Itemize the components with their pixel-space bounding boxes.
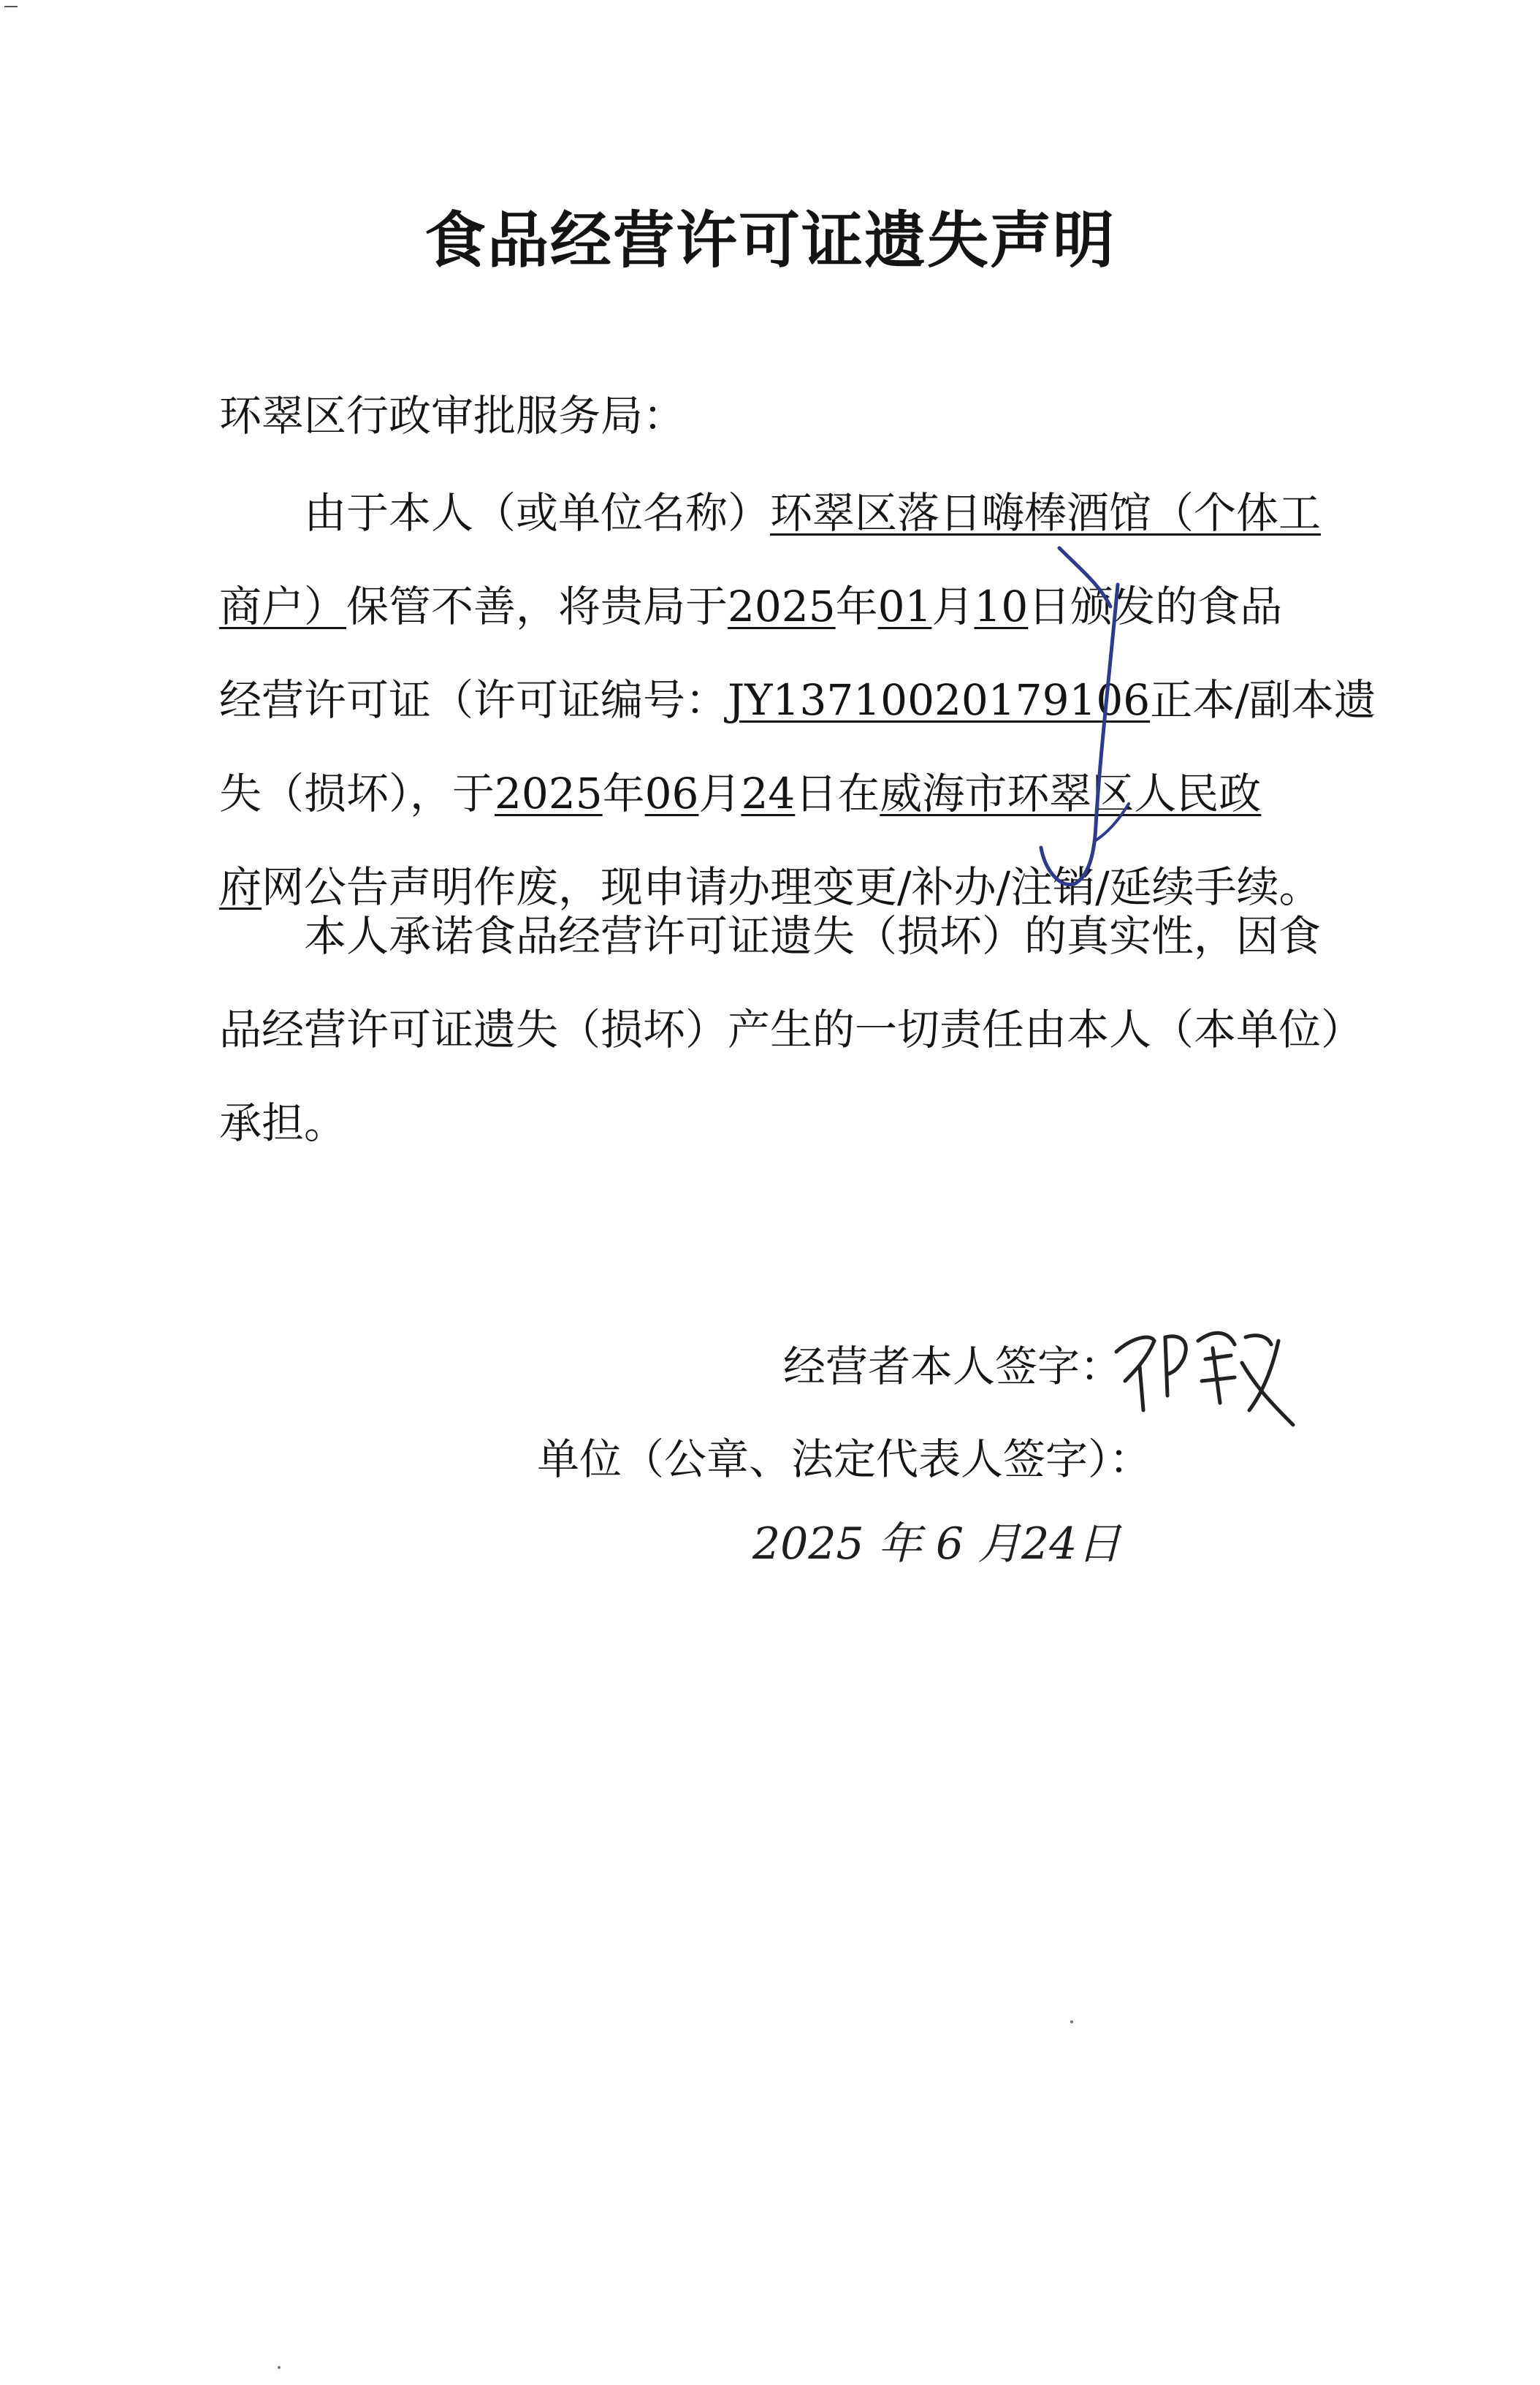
handwritten-date-text: 2025 年 6 月24日 (752, 1518, 1121, 1570)
paragraph-line: 府网公告声明作废，现申请办理变更/补办/注销/延续手续。 (219, 862, 1322, 912)
paragraph-line: 失（损坏），于2025年06月24日在威海市环翠区人民政 (219, 769, 1262, 818)
license-number: JY13710020179106 (728, 675, 1151, 725)
operator-signature-label: 经营者本人签字： (783, 1342, 1123, 1391)
scan-speck (1070, 2020, 1073, 2023)
unit-seal-label: 单位（公章、法定代表人签字）： (537, 1434, 1152, 1484)
business-name-part2: 商户） (219, 582, 347, 631)
scan-corner-mark (4, 6, 18, 7)
paragraph-line: 本人承诺食品经营许可证遗失（损坏）的真实性，因食 (304, 911, 1322, 961)
business-name-part1: 环翠区落日嗨棒酒馆（个体工 (770, 488, 1322, 538)
issue-month: 01 (877, 582, 932, 631)
notice-month: 06 (644, 769, 699, 818)
paragraph-line: 由于本人（或单位名称）环翠区落日嗨棒酒馆（个体工 (304, 488, 1322, 538)
paragraph-line: 承担。 (219, 1098, 347, 1148)
publication-site-part1: 威海市环翠区人民政 (880, 769, 1262, 818)
issue-year: 2025 (728, 582, 836, 631)
paragraph-line: 品经营许可证遗失（损坏）产生的一切责任由本人（本单位） (219, 1005, 1364, 1054)
handwritten-signature (1110, 1308, 1300, 1432)
declaration-paragraph (219, 466, 1376, 934)
scan-speck (278, 2366, 281, 2369)
paragraph-line: 商户）保管不善，将贵局于2025年01月10日颁发的食品 (219, 582, 1283, 631)
addressee: 环翠区行政审批服务局： (219, 391, 686, 441)
commitment-paragraph (219, 889, 1364, 1170)
document-title: 食品经营许可证遗失声明 (424, 205, 1116, 276)
handwritten-check-mark (1030, 541, 1147, 906)
issue-day: 10 (974, 582, 1029, 631)
paragraph-line: 经营许可证（许可证编号：JY13710020179106正本/副本遗 (219, 675, 1376, 725)
notice-day: 24 (741, 769, 796, 818)
publication-site-part2: 府 (219, 862, 262, 912)
notice-year: 2025 (495, 769, 603, 818)
handwritten-date (752, 1502, 1132, 1582)
